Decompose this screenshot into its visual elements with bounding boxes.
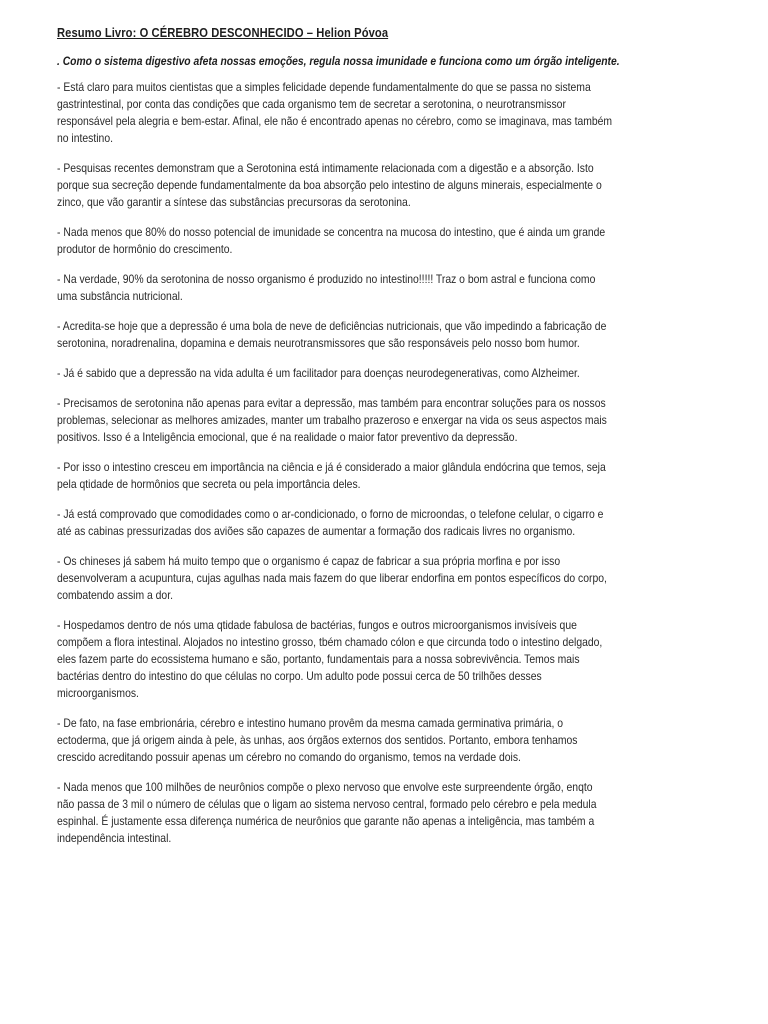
paragraph-line: no intestino.	[57, 131, 113, 145]
paragraph-line: - Hospedamos dentro de nós uma qtidade fabulosa de bactérias, fungos e outros microorganismos invisíveis que	[57, 618, 577, 632]
paragraph	[57, 365, 720, 382]
paragraph-line: crescido acreditando possuir apenas um cérebro no comando do organismo, temos na verdade dois.	[57, 750, 521, 764]
paragraph-line: combatendo assim a dor.	[57, 588, 173, 602]
paragraph	[57, 318, 720, 352]
paragraph-line: desenvolveram a acupuntura, cujas agulhas nada mais fazem do que liberar endorfina em pontos específicos do corpo,	[57, 571, 607, 585]
paragraph-line: - Acredita-se hoje que a depressão é uma bola de neve de deficiências nutricionais, que vão impedindo a fabricação de	[57, 319, 607, 333]
paragraph-line: serotonina, noradrenalina, dopamina e demais neurotransmissores que são responsáveis pelo nosso bom humor.	[57, 336, 580, 350]
paragraph-line: positivos. Isso é a Inteligência emocional, que é na realidade o maior fator preventivo da depressão.	[57, 430, 518, 444]
paragraph-line: zinco, que vão garantir a síntese das substâncias precursoras da serotonina.	[57, 195, 411, 209]
paragraph-line: - Está claro para muitos cientistas que a simples felicidade depende fundamentalmente do que se passa no sistema	[57, 80, 591, 94]
paragraph-line: uma substância nutricional.	[57, 289, 183, 303]
paragraph-line: - Nada menos que 80% do nosso potencial de imunidade se concentra na mucosa do intestino, que é ainda um grande	[57, 225, 606, 239]
paragraph-line: - Precisamos de serotonina não apenas para evitar a depressão, mas também para encontrar soluções para os nossos	[57, 396, 606, 410]
paragraph	[57, 506, 720, 540]
paragraph	[57, 779, 720, 847]
paragraph-line: gastrintestinal, por conta das condições que cada organismo tem de secretar a serotonina, o neurotransmissor	[57, 97, 566, 111]
paragraph-line: - Já é sabido que a depressão na vida adulta é um facilitador para doenças neurodegenerativas, como Alzheimer.	[57, 366, 580, 380]
paragraph	[57, 79, 720, 147]
paragraph-line: pela qtidade de hormônios que secreta ou pela importância deles.	[57, 477, 361, 491]
paragraph-line: espinhal. É justamente essa diferença numérica de neurônios que garante não apenas a inteligência, mas também a	[57, 814, 595, 828]
paragraph	[57, 715, 720, 766]
document-body	[57, 79, 718, 847]
paragraph-line: não passa de 3 mil o número de células que o ligam ao sistema nervoso central, formado pelo cérebro e pela medula	[57, 797, 597, 811]
paragraph	[57, 459, 720, 493]
paragraph	[57, 160, 720, 211]
paragraph-line: porque sua secreção depende fundamentalmente da boa absorção pelo intestino de alguns minerais, especialmente o	[57, 178, 602, 192]
paragraph-line: - Pesquisas recentes demonstram que a Serotonina está intimamente relacionada com a digestão e a absorção. Isto	[57, 161, 594, 175]
paragraph-line: ectoderma, que já origem ainda à pele, às unhas, aos órgãos externos dos sentidos. Portanto, embora tenhamos	[57, 733, 578, 747]
paragraph-line: independência intestinal.	[57, 831, 172, 845]
paragraph	[57, 617, 720, 702]
paragraph-line: até as cabinas pressurizadas dos aviões são capazes de aumentar a formação dos radicais livres no organismo.	[57, 524, 576, 538]
paragraph-line: - Por isso o intestino cresceu em importância na ciência e já é considerado a maior glândula endócrina que temos, seja	[57, 460, 606, 474]
document-subtitle: . Como o sistema digestivo afeta nossas emoções, regula nossa imunidade e funciona como um órgão inteligente.	[57, 54, 620, 68]
paragraph	[57, 224, 720, 258]
paragraph	[57, 553, 720, 604]
paragraph-line: problemas, selecionar as melhores amizades, manter um trabalho prazeroso e enxergar na vida os seus aspectos mais	[57, 413, 607, 427]
paragraph-line: microorganismos.	[57, 686, 139, 700]
paragraph-line: - Na verdade, 90% da serotonina de nosso organismo é produzido no intestino!!!!! Traz o bom astral e funciona como	[57, 272, 596, 286]
paragraph-line: responsável pela alegria e bem-estar. Afinal, ele não é encontrado apenas no cérebro, como se imaginava, mas também	[57, 114, 613, 128]
paragraph	[57, 271, 720, 305]
paragraph-line: compõem a flora intestinal. Alojados no intestino grosso, tbém chamado cólon e que circunda todo o intestino delgado,	[57, 635, 603, 649]
paragraph-line: - Nada menos que 100 milhões de neurônios compõe o plexo nervoso que envolve este surpreendente órgão, enqto	[57, 780, 593, 794]
paragraph-line: - De fato, na fase embrionária, cérebro e intestino humano provêm da mesma camada germinativa primária, o	[57, 716, 563, 730]
paragraph-line: produtor de hormônio do crescimento.	[57, 242, 233, 256]
paragraph-line: - Já está comprovado que comodidades como o ar-condicionado, o forno de microondas, o telefone celular, o cigarro e	[57, 507, 604, 521]
paragraph-line: - Os chineses já sabem há muito tempo que o organismo é capaz de fabricar a sua própria morfina e por isso	[57, 554, 561, 568]
document-title: Resumo Livro: O CÉREBRO DESCONHECIDO – Helion Póvoa	[57, 25, 389, 40]
paragraph-line: bactérias dentro do intestino do que células no corpo. Um adulto pode possui cerca de 50 trilhões desses	[57, 669, 542, 683]
paragraph-line: eles fazem parte do ecossistema humano e são, portanto, fundamentais para a nossa sobrevivência. Temos mais	[57, 652, 580, 666]
paragraph	[57, 395, 720, 446]
